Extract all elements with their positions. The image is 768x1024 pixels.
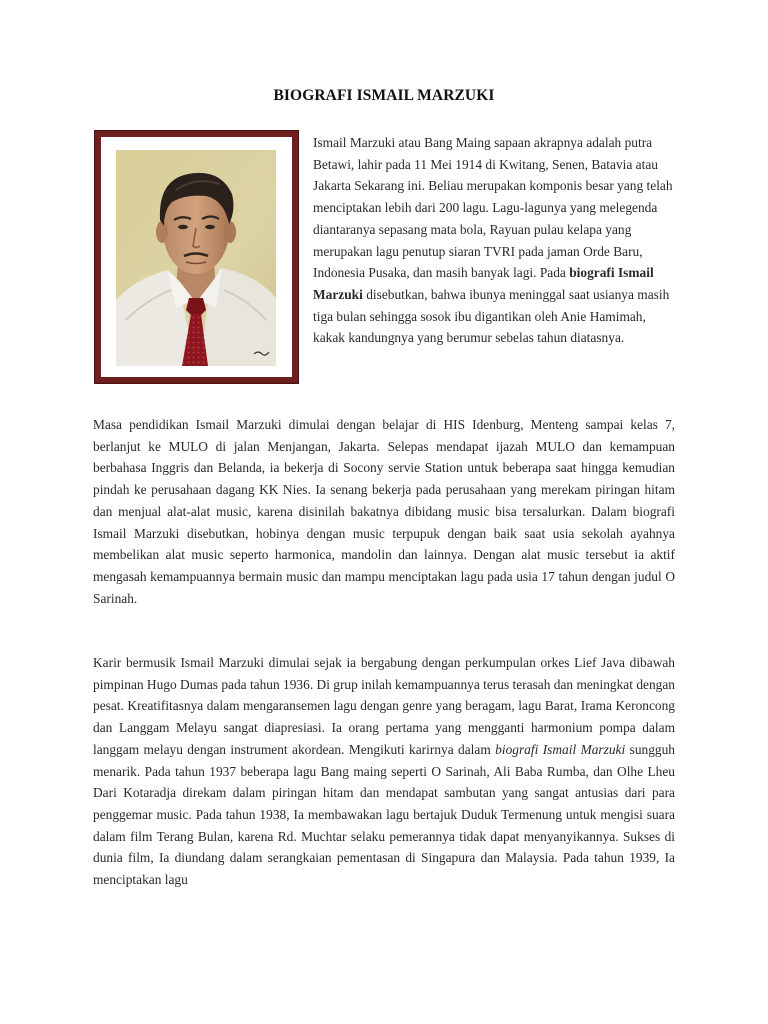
intro-bold-link-text: biografi Ismail Marzuki bbox=[313, 265, 654, 302]
education-paragraph: Masa pendidikan Ismail Marzuki dimulai dengan belajar di HIS Idenburg, Menteng sampai kelas 7, berlanjut ke MULO di jalan Menjangan, Jakarta. Selepas mendapat ijazah MULO dan kemampuan berbahasa Inggris dan Belanda, ia bekerja di Socony servie Station untuk beberapa saat hingga kemudian pindah ke perusahaan dagang KK Nies. Ia senang bekerja pada perusahaan yang merekam piringan hitam dan menjual alat-alat music, karena disinilah bakatnya dibidang music bisa tersalurkan. Dalam biografi Ismail Marzuki disebutkan, hobinya dengan music terpupuk dengan baik saat usia sekolah ayahnya membelikan alat music seperto harmonica, mandolin dan lainnya. Dengan alat music tersebut ia aktif mengasah kemampuannya bermain music dan mampu menciptakan lagu pada usia 17 tahun dengan judul O Sarinah. bbox=[93, 417, 675, 606]
portrait-frame bbox=[94, 130, 299, 384]
page-title: BIOGRAFI ISMAIL MARZUKI bbox=[273, 87, 495, 104]
career-text-part1: Karir bermusik Ismail Marzuki dimulai sejak ia bergabung dengan perkumpulan orkes Lief Java dibawah pimpinan Hugo Dumas pada tahun 1936. Di grup inilah kemampuannya terus terasah dan meningkat dengan pesat. Kreatifitasnya dalam mengaransemen lagu dengan genre yang beragam, lagu Barat, Irama Keroncong dan Langgam Melayu sangat diapresiasi. Ia orang pertama yang mengganti harmonium pompa dalam langgam melayu dengan instrument akordean. Mengikuti karirnya dalam bbox=[93, 655, 675, 757]
intro-text-part2: disebutkan, bahwa ibunya meninggal saat usianya masih tiga bulan sehingga sosok ibu digantikan oleh Anie Hamimah, kakak kandungnya yang berumur sebelas tahun diatasnya. bbox=[313, 286, 670, 346]
intro-text-part1: Ismail Marzuki atau Bang Maing sapaan akrapnya adalah putra Betawi, lahir pada 11 Mei 1914 di Kwitang, Senen, Batavia atau Jakarta Sekarang ini. Beliau merupakan komponis besar yang telah menciptakan lebih dari 200 lagu. Lagu-lagunya yang melegenda diantaranya sepasang mata bola, Rayuan pulau kelapa yang merupakan lagu penutup siaran TVRI pada jaman Orde Baru, Indonesia Pusaka, dan masih banyak lagi. Pada bbox=[313, 135, 673, 281]
career-paragraph bbox=[93, 652, 675, 891]
career-text-part2: sungguh menarik. Pada tahun 1937 beberapa lagu Bang maing seperti O Sarinah, Ali Baba Rumba, dan Olhe Lheu Dari Kotaradja direkam dalam piringan hitam dan mendapat sambutan yang sangat antusias dari para penggemar music. Pada tahun 1938, Ia membawakan lagu bertajuk Duduk Termenung untuk mengisi suara dalam film Terang Bulan, karena Rd. Muchtar selaku pemerannya tidak dapat menyanyikannya. Sukses di dunia film, Ia diundang dalam serangkaian pementasan di Singapura dan Malaysia. Pada tahun 1939, Ia menciptakan lagu bbox=[93, 741, 675, 888]
intro-paragraph bbox=[313, 132, 675, 349]
career-italic-text: biografi Ismail Marzuki bbox=[495, 741, 626, 757]
portrait-painting-icon bbox=[116, 150, 276, 366]
